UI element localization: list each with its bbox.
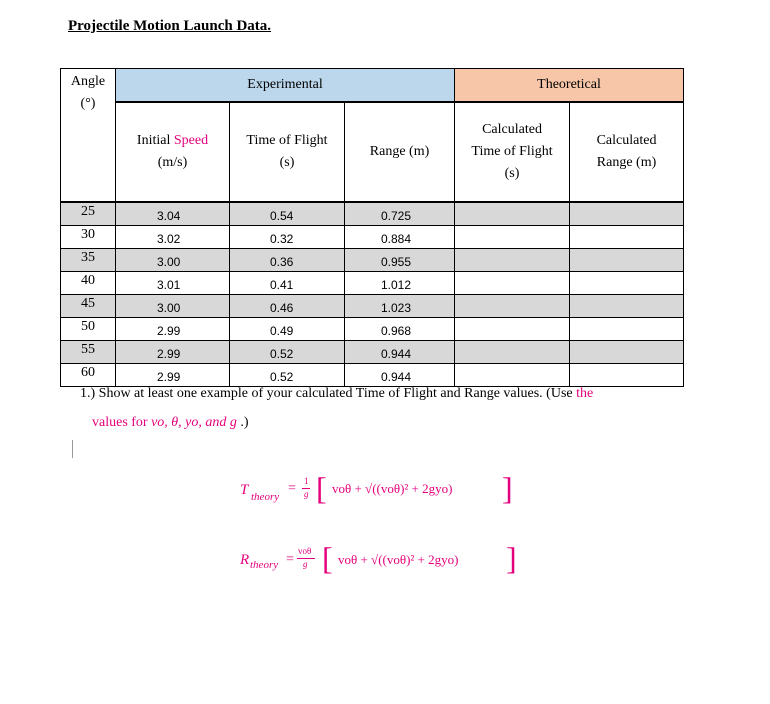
calc-time-cell[interactable] (455, 341, 570, 364)
time-cell: 0.54 (230, 202, 345, 226)
t-theory-formula (240, 470, 530, 518)
page-title: Projectile Motion Launch Data. (68, 18, 272, 34)
calc-range-header (570, 102, 684, 202)
launch-data-table (60, 68, 684, 387)
calc-time-cell[interactable] (455, 318, 570, 341)
speed-cell: 2.99 (116, 364, 230, 387)
calc-range-cell[interactable] (570, 272, 684, 295)
calc-range-cell[interactable] (570, 226, 684, 249)
theoretical-header: Theoretical (455, 69, 684, 103)
calc-time-label-2: Time of Flight (471, 144, 553, 159)
calc-range-cell[interactable] (570, 341, 684, 364)
speed-cell: 3.02 (116, 226, 230, 249)
calc-range-label-2: Range (m) (596, 155, 657, 170)
table-row (61, 202, 684, 226)
r-right-bracket: ] (506, 540, 517, 576)
speed-cell: 3.00 (116, 249, 230, 272)
calc-time-cell[interactable] (455, 226, 570, 249)
calc-time-label-1: Calculated (482, 122, 542, 137)
speed-word: Speed (173, 133, 209, 148)
angle-header (61, 69, 116, 203)
range-cell: 0.944 (345, 364, 455, 387)
calc-range-cell[interactable] (570, 318, 684, 341)
t-left-bracket: [ (316, 470, 327, 506)
initial-speed-unit: (m/s) (157, 155, 188, 170)
calc-time-cell[interactable] (455, 272, 570, 295)
range-cell: 0.955 (345, 249, 455, 272)
initial-speed-label: Initial (136, 133, 174, 148)
calc-time-unit: (s) (504, 166, 520, 181)
question-end: .) (236, 415, 249, 430)
calc-range-cell[interactable] (570, 295, 684, 318)
question-values-for: values for (92, 415, 152, 430)
range-cell: 0.725 (345, 202, 455, 226)
t-subscript: theory (251, 491, 280, 503)
speed-cell: 3.04 (116, 202, 230, 226)
angle-cell: 40 (61, 272, 116, 295)
table-row (61, 272, 684, 295)
range-cell: 1.012 (345, 272, 455, 295)
angle-cell: 50 (61, 318, 116, 341)
question-the: the (576, 386, 594, 401)
experimental-header: Experimental (116, 69, 455, 103)
r-subscript: theory (250, 559, 279, 571)
calc-time-cell[interactable] (455, 295, 570, 318)
table-row (61, 341, 684, 364)
time-cell: 0.41 (230, 272, 345, 295)
time-cell: 0.36 (230, 249, 345, 272)
table-row (61, 226, 684, 249)
table-row (61, 318, 684, 341)
initial-speed-header (116, 102, 230, 202)
speed-cell: 3.01 (116, 272, 230, 295)
speed-cell: 2.99 (116, 318, 230, 341)
range-cell: 1.023 (345, 295, 455, 318)
calc-range-cell[interactable] (570, 202, 684, 226)
angle-cell: 60 (61, 364, 116, 387)
range-cell: 0.944 (345, 341, 455, 364)
t-equals: = (288, 481, 296, 496)
question-main: 1.) Show at least one example of your calculated Time of Flight and Range values. (Use (80, 386, 577, 401)
question-text (80, 379, 680, 437)
calc-time-header (455, 102, 570, 202)
time-of-flight-unit: (s) (279, 155, 295, 170)
speed-cell: 2.99 (116, 341, 230, 364)
time-cell: 0.52 (230, 364, 345, 387)
time-cell: 0.52 (230, 341, 345, 364)
table-row (61, 249, 684, 272)
speed-cell: 3.00 (116, 295, 230, 318)
calc-range-cell[interactable] (570, 249, 684, 272)
angle-header-label: Angle (70, 74, 106, 89)
time-of-flight-header (230, 102, 345, 202)
t-symbol: T (240, 482, 249, 498)
angle-cell: 55 (61, 341, 116, 364)
time-of-flight-label: Time of Flight (246, 133, 328, 148)
r-fraction-num: voθ (298, 546, 312, 556)
table-row (61, 295, 684, 318)
time-cell: 0.49 (230, 318, 345, 341)
calc-range-label-1: Calculated (596, 133, 657, 148)
time-cell: 0.32 (230, 226, 345, 249)
question-variables: vo, θ, yo, and g (151, 415, 237, 430)
r-bracket-content: voθ + √((voθ)² + 2gyo) (338, 552, 459, 567)
range-cell: 0.884 (345, 226, 455, 249)
angle-cell: 30 (61, 226, 116, 249)
time-cell: 0.46 (230, 295, 345, 318)
angle-header-unit: (°) (80, 96, 96, 111)
t-fraction-den: g (304, 489, 309, 499)
t-right-bracket: ] (502, 470, 513, 506)
angle-cell: 35 (61, 249, 116, 272)
r-symbol: R (240, 552, 250, 568)
r-left-bracket: [ (322, 540, 333, 576)
range-cell: 0.968 (345, 318, 455, 341)
t-bracket-content: voθ + √((voθ)² + 2gyo) (332, 481, 453, 496)
angle-cell: 45 (61, 295, 116, 318)
calc-time-cell[interactable] (455, 202, 570, 226)
r-fraction-den: g (303, 559, 308, 569)
t-fraction-num: 1 (304, 476, 309, 486)
r-equals: = (286, 552, 294, 567)
text-cursor (72, 440, 73, 458)
range-header: Range (m) (345, 102, 455, 202)
angle-cell: 25 (61, 202, 116, 226)
r-theory-formula (240, 540, 530, 588)
calc-time-cell[interactable] (455, 249, 570, 272)
